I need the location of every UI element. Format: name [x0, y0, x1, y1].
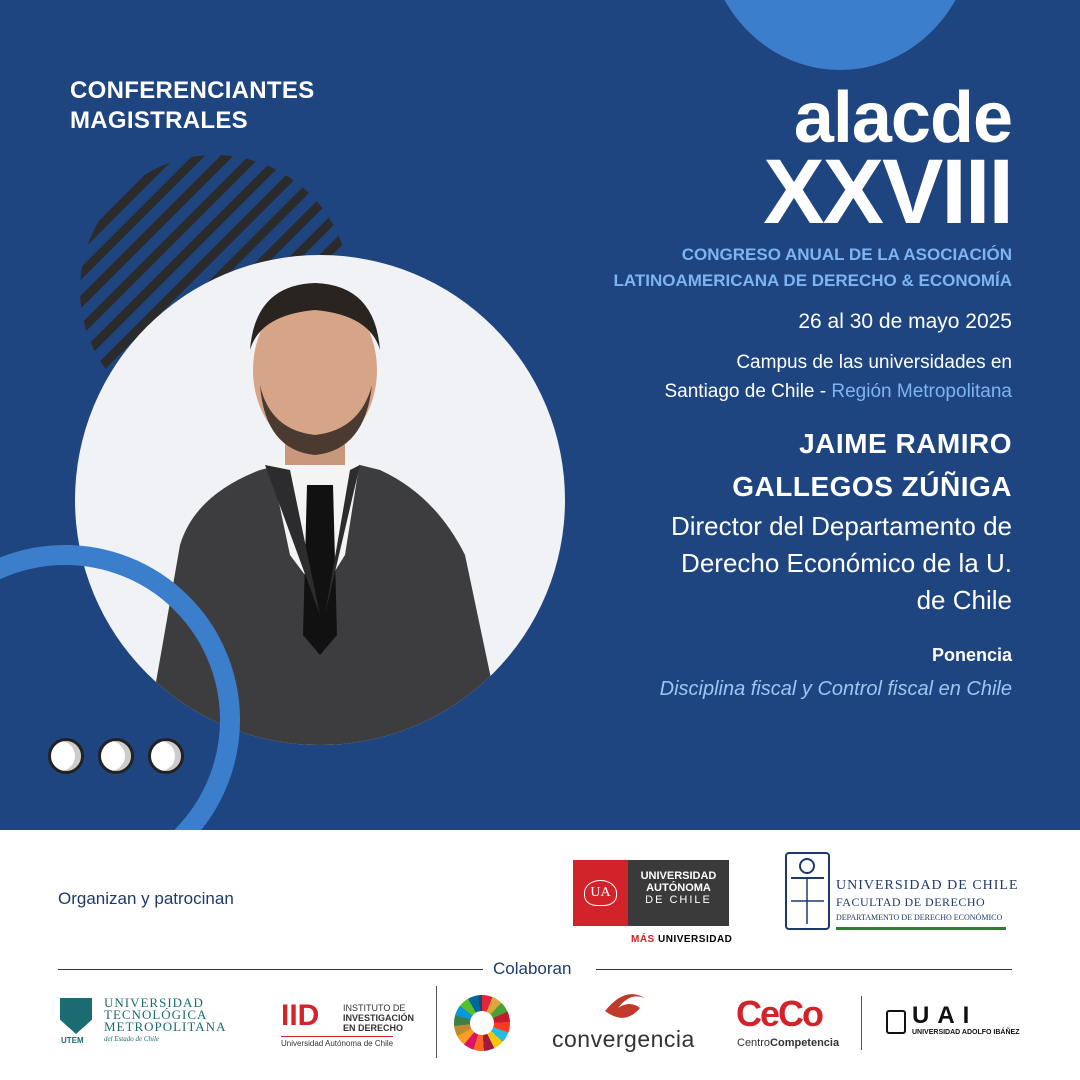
iid-subtitle: Universidad Autónoma de Chile [281, 1036, 393, 1048]
organizers-label: Organizan y patrocinan [58, 889, 234, 908]
uchile-line: FACULTAD DE DERECHO [836, 895, 986, 909]
convergencia-wordmark: convergencia [552, 1026, 695, 1052]
event-date: 26 al 30 de mayo 2025 [798, 310, 1012, 333]
uai-mark: UAI [912, 1002, 978, 1029]
congress-line: CONGRESO ANUAL DE LA ASOCIACIÓN [681, 245, 1012, 264]
ua-line: UNIVERSIDAD [640, 870, 717, 882]
decorative-circle [705, 0, 975, 70]
collaborators-label: Colaboran [493, 959, 572, 978]
speaker-role-line: de Chile [916, 585, 1012, 615]
congress-line: LATINOAMERICANA DE DERECHO & ECONOMÍA [613, 271, 1012, 290]
utem-line: METROPOLITANA [104, 1019, 227, 1034]
utem-line: del Estado de Chile [104, 1035, 160, 1043]
ua-seal-text: UA [584, 880, 616, 906]
ceco-mark: CeCo [736, 993, 823, 1034]
location-line: Campus de las universidades en [736, 352, 1012, 373]
iid-line: INVESTIGACIÓN [343, 1013, 415, 1023]
utem-wordmark [104, 997, 226, 1045]
uchile-wordmark [836, 878, 1019, 926]
ua-tagline-a: MÁS [631, 934, 658, 945]
iid-wordmark [343, 1003, 414, 1033]
iid-mark: IID [281, 999, 320, 1032]
uchile-line: UNIVERSIDAD DE CHILE [836, 878, 1019, 893]
speaker-name-line: GALLEGOS ZÚÑIGA [732, 471, 1012, 502]
uai-crest-icon [886, 1010, 906, 1034]
carousel-dot [98, 738, 134, 774]
ceco-wordmark [737, 1037, 839, 1049]
divider-right [596, 969, 1012, 970]
uchile-underline [836, 927, 1006, 930]
speaker-role-line: Director del Departamento de [670, 511, 1012, 541]
iid-line: EN DERECHO [343, 1023, 404, 1033]
utem-line: TECNOLÓGICA [104, 1007, 208, 1022]
ua-line: DE CHILE [645, 894, 712, 906]
location-line [664, 377, 1012, 406]
logo-separator [436, 986, 437, 1058]
speaker-name [732, 422, 1012, 508]
convergencia-swirl-icon [600, 986, 650, 1026]
location-city: Santiago de Chile - [664, 381, 832, 402]
ua-line: AUTÓNOMA [646, 882, 711, 894]
iid-line: INSTITUTO DE [343, 1003, 406, 1013]
speaker-role-line: Derecho Económico de la U. [681, 548, 1012, 578]
congress-title [613, 242, 1012, 294]
utem-line: UNIVERSIDAD [104, 995, 204, 1010]
talk-label: Ponencia [931, 645, 1012, 665]
carousel-dot [148, 738, 184, 774]
ua-logo [573, 860, 729, 926]
section-heading [70, 76, 315, 136]
ceco-name-b: Competencia [770, 1037, 840, 1049]
uai-wordmark: UNIVERSIDAD ADOLFO IBÁÑEZ [912, 1029, 1020, 1036]
brand-edition: XXVIII [763, 141, 1012, 243]
ua-tagline [631, 934, 732, 945]
speaker-role [671, 508, 1012, 619]
ua-tagline-b: UNIVERSIDAD [658, 934, 733, 945]
sdg-wheel-icon [454, 995, 510, 1051]
ceco-name-a: Centro [737, 1037, 771, 1049]
uchile-line: DEPARTAMENTO DE DERECHO ECONÓMICO [836, 913, 1003, 922]
event-location [664, 348, 1012, 406]
divider-left [58, 969, 483, 970]
ua-wordmark [628, 860, 729, 926]
utem-abbr: UTEM [61, 1036, 84, 1045]
uchile-crest-icon [785, 852, 830, 930]
speaker-name-line: JAIME RAMIRO [799, 428, 1012, 459]
ua-seal [573, 860, 628, 926]
heading-line: CONFERENCIANTES [70, 77, 315, 104]
logo-separator [861, 996, 862, 1050]
carousel-dot [48, 738, 84, 774]
talk-title: Disciplina fiscal y Control fiscal en Chile [659, 678, 1012, 700]
utem-shield-icon [60, 998, 92, 1034]
heading-line: MAGISTRALES [70, 107, 248, 134]
carousel-dots [48, 738, 184, 774]
location-region: Región Metropolitana [831, 381, 1012, 402]
brand-name: alacde [793, 78, 1012, 158]
